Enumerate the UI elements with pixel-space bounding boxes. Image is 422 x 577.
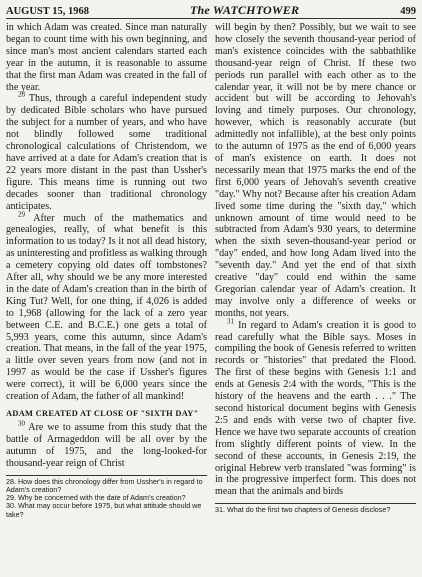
paragraph-text: In regard to Adam's creation it is good to read carefully what the Bible says. Moses in compiling the book of Genesis referred to written records or "histories" that predated the Flood. The first of these begins with Genesis 1:1 and ends at Genesis 2:4 with the words, "This is the history of the heavens and the earth . . ." The second historical document begins with Genesis 2:5 and ends with verse two of chapter five. Hence we have two separate accounts of creation from slightly different points of view. In the second of these accounts, in Genesis 2:19, the original Hebrew verb translated "was forming" is in the progressive imperfect form. This does not mean that the animals and birds	[215, 319, 416, 498]
paragraph-28	[6, 93, 207, 212]
question-29: 29. Why be concerned with the date of Adam's creation?	[6, 493, 186, 503]
paragraph-number: 28	[18, 91, 25, 100]
paragraph-31	[215, 317, 416, 499]
paragraph-text: Thus, through a careful independent study by dedicated Bible scholars who have pursued the subject for a number of years, and who have not blindly followed some traditional chronological calculations of Christendom, we have arrived at a date for Adam's creation that is 22 years more distant in the past than Ussher's figure. This means time is running out two decades sooner than traditional chronology anticipates.	[6, 93, 207, 212]
paragraph-text: Are we to assume from this study that the battle of Armageddon will be all over by the autumn of 1975, and the long-looked-for thousand-year reign of Christ	[6, 421, 207, 469]
paragraph-29	[6, 210, 207, 404]
study-questions	[6, 475, 207, 519]
right-column	[215, 22, 416, 519]
issue-date: AUGUST 15, 1968	[6, 6, 89, 17]
paragraph-intro: in which Adam was created. Since man naturally began to count time with his own beginning, and since man's most ancient calendars started each year in the autumn, it is reasonable to assume that the first man Adam was created in the fall of the year.	[6, 22, 207, 93]
question-30: 30. What may occur before 1975, but what attitude should we take?	[6, 501, 202, 519]
paragraph-30-continued: will begin by then? Possibly, but we wait to see how closely the seventh thousand-year period of man's existence coincides with the sabbathlike thousand-year reign of Christ. If these two periods run parallel with each other as to the calendar year, it will not be by mere chance or accident but will be according to Jehovah's loving and timely purposes. Our chronology, however, which is reasonably accurate (but admittedly not infallible), at the best only points to the autumn of 1975 as the end of 6,000 years of man's existence on earth. It does not necessarily mean that 1975 marks the end of the first 6,000 years of Jehovah's seventh creative "day." Why not? Because after his creation Adam lived some time during the "sixth day," which unknown amount of time would need to be subtracted from Adam's 930 years, to determine when the sixth seven-thousand-year period or "day" ended, and how long Adam lived into the "seventh day." And yet the end of that sixth creative "day" could end within the same Gregorian calendar year of Adam's creation. It may involve only a difference of weeks or months, not years.	[215, 22, 416, 319]
study-questions	[215, 503, 416, 514]
magazine-title: The WATCHTOWER	[190, 3, 300, 17]
question-31: 31. What do the first two chapters of Genesis disclose?	[215, 505, 391, 515]
paragraph-30	[6, 419, 207, 470]
paragraph-number: 30	[18, 419, 25, 428]
paragraph-text: After much of the mathematics and genealogies, really, of what benefit is this information to us today? Is it not all dead history, as uninteresting and profitless as walking through a cemetery copying old dates off tombstones? After all, why should we be any more interested in the date of Adam's creation than in the birth of King Tut? Well, for one thing, if 4,026 is added to 1,968 (allowing for the lack of a zero year between C.E. and B.C.E.) one gets a total of 5,993 years, come this autumn, since Adam's creation. That means, in the fall of the year 1975, a little over seven years from now (and not in 1997 as would be the case if Ussher's figures were correct), it will be 6,000 years since the creation of Adam, the father of all mankind!	[6, 212, 207, 403]
question-28: 28. How does this chronology differ from Ussher's in regard to Adam's creation?	[6, 476, 203, 494]
page-header	[6, 3, 416, 19]
article-columns	[6, 22, 416, 519]
left-column	[6, 22, 207, 519]
page-number: 499	[400, 6, 416, 17]
paragraph-number: 31	[227, 317, 234, 326]
paragraph-number: 29	[18, 210, 25, 219]
section-subheading: ADAM CREATED AT CLOSE OF "SIXTH DAY"	[6, 409, 199, 418]
